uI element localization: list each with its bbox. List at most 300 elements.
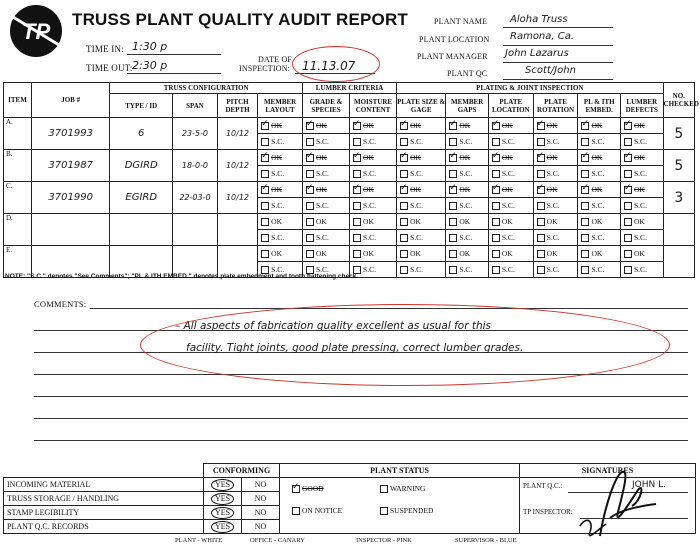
cell-member-layout-ok[interactable]	[258, 182, 303, 198]
lumber-defects-sc-label: S.C.	[634, 168, 647, 178]
grade-ok-label: OK	[316, 120, 327, 130]
plate-size-sc-label: S.C.	[410, 168, 424, 178]
pl-ith-sc-checkbox[interactable]	[581, 266, 589, 274]
status-good-checkbox[interactable]: ✓	[292, 481, 300, 492]
plant-name-value[interactable]: Aloha Truss	[510, 14, 568, 25]
plate-location-sc-checkbox[interactable]	[492, 234, 500, 242]
note-text: NOTE: "S.C." denotes "See Comments"; "PL & ITH EMBED." denotes plate embedment and tooth flattening check.	[5, 273, 359, 280]
member-layout-sc-checkbox[interactable]	[261, 202, 269, 210]
tp-logo-icon	[5, 3, 67, 59]
cell-lumber-defects-sc[interactable]	[621, 134, 664, 150]
conform-no-4[interactable]: NO	[254, 522, 267, 531]
copy-inspector: INSPECTOR - PINK	[356, 537, 412, 544]
plate-rotation-sc-checkbox[interactable]	[537, 138, 545, 146]
conform-item-1: INCOMING MATERIAL	[4, 478, 204, 492]
cell-member-layout-sc[interactable]	[258, 230, 303, 246]
cell-member-layout-ok[interactable]	[258, 150, 303, 166]
cell-plate-rotation-sc[interactable]	[533, 166, 578, 182]
member-gaps-sc-checkbox[interactable]	[449, 234, 457, 242]
status-suspended-checkbox[interactable]	[380, 507, 388, 515]
cell-lumber-defects-ok[interactable]	[621, 214, 664, 230]
signature-scribble-icon	[560, 466, 660, 544]
member-gaps-ok-checkbox[interactable]	[449, 250, 457, 258]
cell-moisture-sc[interactable]	[350, 134, 397, 150]
cell-plate-location-sc[interactable]	[488, 262, 533, 278]
member-gaps-sc-checkbox[interactable]	[449, 202, 457, 210]
row-pitch[interactable]: 10/12	[217, 182, 257, 214]
cell-plate-location-sc[interactable]	[488, 230, 533, 246]
plate-location-sc-checkbox[interactable]	[492, 202, 500, 210]
cell-plate-rotation-sc[interactable]	[533, 230, 578, 246]
moisture-ok-label: OK	[363, 152, 374, 162]
plate-rotation-sc-checkbox[interactable]	[537, 266, 545, 274]
moisture-sc-label: S.C.	[363, 136, 376, 146]
plate-location-ok-checkbox[interactable]	[492, 250, 500, 258]
lumber-defects-ok-checkbox[interactable]	[624, 250, 632, 258]
plant-location-label: PLANT LOCATION	[419, 35, 490, 44]
lumber-defects-sc-checkbox[interactable]	[624, 170, 632, 178]
plate-location-sc-label: S.C.	[501, 168, 515, 178]
cell-lumber-defects-sc[interactable]	[621, 198, 664, 214]
cell-member-layout-sc[interactable]	[258, 198, 303, 214]
cell-moisture-sc[interactable]	[350, 198, 397, 214]
plate-size-ok-checkbox[interactable]	[400, 218, 408, 226]
cell-moisture-sc[interactable]	[350, 230, 397, 246]
pl-ith-ok-checkbox[interactable]: ✓	[581, 118, 589, 129]
plate-rotation-sc-checkbox[interactable]	[537, 234, 545, 242]
lumber-defects-ok-checkbox[interactable]	[624, 218, 632, 226]
lumber-defects-ok-checkbox[interactable]: ✓	[624, 182, 632, 193]
plate-location-ok-checkbox[interactable]: ✓	[491, 150, 500, 161]
cell-plate-location-ok[interactable]	[488, 182, 533, 198]
time-out-value[interactable]: 2:30 p	[132, 59, 168, 72]
plate-size-ok-label: OK	[410, 120, 421, 130]
moisture-ok-label: OK	[363, 184, 374, 194]
member-gaps-ok-checkbox[interactable]: ✓	[449, 150, 457, 161]
cell-grade-ok[interactable]	[303, 214, 350, 230]
cell-pl-ith-sc[interactable]	[578, 262, 621, 278]
row-item: C.	[4, 182, 32, 214]
cell-plate-location-sc[interactable]	[488, 134, 533, 150]
plate-size-sc-checkbox[interactable]	[400, 170, 408, 178]
conforming-header: CONFORMING	[204, 464, 280, 478]
col-plate-size: PLATE SIZE & GAGE	[397, 94, 446, 118]
plate-size-sc-checkbox[interactable]	[400, 202, 408, 210]
cell-plate-size-ok[interactable]	[397, 214, 446, 230]
plate-size-sc-label: S.C.	[410, 136, 424, 146]
cell-plate-size-sc[interactable]	[397, 262, 446, 278]
plate-location-ok-label: OK	[501, 152, 513, 162]
cell-grade-sc[interactable]	[303, 134, 350, 150]
cell-plate-size-sc[interactable]	[397, 134, 446, 150]
member-gaps-ok-checkbox[interactable]: ✓	[449, 182, 457, 193]
plate-rotation-ok-label: OK	[546, 184, 558, 194]
cell-plate-rotation-sc[interactable]	[533, 134, 578, 150]
member-layout-sc-label: S.C.	[271, 136, 285, 146]
moisture-ok-checkbox[interactable]: ✓	[353, 150, 361, 161]
plant-status-cell	[280, 478, 520, 534]
member-layout-ok-checkbox[interactable]: ✓	[261, 182, 269, 193]
member-layout-ok-label: OK	[271, 152, 282, 162]
cell-plate-location-ok[interactable]	[488, 246, 533, 262]
table-row	[4, 118, 695, 134]
conform-no-3[interactable]: NO	[254, 508, 267, 517]
member-layout-ok-label: OK	[271, 216, 282, 226]
col-plate-rotation: PLATE ROTATION	[533, 94, 578, 118]
cell-lumber-defects-ok[interactable]	[621, 150, 664, 166]
plate-rotation-sc-label: S.C.	[546, 232, 560, 242]
grade-ok-checkbox[interactable]	[306, 250, 314, 258]
plate-size-ok-checkbox[interactable]: ✓	[400, 118, 408, 129]
grade-sc-checkbox[interactable]	[306, 202, 314, 210]
status-notice-label: ON NOTICE	[302, 506, 343, 515]
lumber-defects-ok-label: OK	[634, 216, 645, 226]
cell-grade-ok[interactable]	[303, 118, 350, 134]
cell-plate-size-sc[interactable]	[397, 166, 446, 182]
cell-plate-location-ok[interactable]	[488, 214, 533, 230]
conform-no-2[interactable]: NO	[254, 494, 267, 503]
tp-logo	[5, 3, 67, 59]
conform-item-3: STAMP LEGIBILITY	[4, 506, 204, 520]
cell-pl-ith-sc[interactable]	[578, 166, 621, 182]
row-checked[interactable]	[663, 246, 694, 278]
pl-ith-ok-label: OK	[591, 248, 603, 258]
conform-yes-4[interactable]: YES	[211, 521, 234, 533]
plate-size-sc-label: S.C.	[410, 232, 424, 242]
group-plating: PLATING & JOINT INSPECTION	[397, 83, 663, 94]
plate-size-sc-label: S.C.	[410, 264, 424, 274]
member-layout-sc-label: S.C.	[271, 200, 285, 210]
cell-plate-size-sc[interactable]	[397, 198, 446, 214]
cell-member-layout-ok[interactable]	[258, 118, 303, 134]
plate-location-sc-checkbox[interactable]	[492, 138, 500, 146]
cell-pl-ith-sc[interactable]	[578, 134, 621, 150]
moisture-sc-checkbox[interactable]	[353, 138, 361, 146]
plate-size-ok-checkbox[interactable]: ✓	[400, 182, 408, 193]
row-job[interactable]: 3701987	[31, 150, 109, 182]
cell-grade-ok[interactable]	[303, 246, 350, 262]
plate-rotation-sc-checkbox[interactable]	[537, 170, 545, 178]
cell-pl-ith-sc[interactable]	[578, 198, 621, 214]
plate-rotation-ok-checkbox[interactable]: ✓	[536, 182, 545, 193]
cell-grade-ok[interactable]	[303, 150, 350, 166]
plate-rotation-sc-label: S.C.	[546, 264, 560, 274]
member-layout-ok-label: OK	[271, 120, 282, 130]
lumber-defects-sc-checkbox[interactable]	[624, 138, 632, 146]
grade-ok-checkbox[interactable]: ✓	[306, 150, 314, 161]
plate-size-sc-label: S.C.	[410, 200, 424, 210]
row-pitch[interactable]: 10/12	[217, 118, 257, 150]
plate-size-sc-checkbox[interactable]	[400, 266, 408, 274]
row-checked[interactable]: 3	[663, 182, 694, 214]
member-gaps-ok-label: OK	[459, 184, 471, 194]
pl-ith-sc-checkbox[interactable]	[581, 234, 589, 242]
cell-plate-rotation-ok[interactable]	[533, 182, 578, 198]
cell-member-layout-sc[interactable]	[258, 166, 303, 182]
moisture-ok-checkbox[interactable]	[353, 250, 361, 258]
grade-ok-checkbox[interactable]	[306, 218, 314, 226]
cell-plate-size-ok[interactable]	[397, 150, 446, 166]
row-type[interactable]	[110, 214, 173, 246]
cell-lumber-defects-sc[interactable]	[621, 166, 664, 182]
row-type[interactable]: DGIRD	[110, 150, 173, 182]
pl-ith-sc-checkbox[interactable]	[581, 202, 589, 210]
comment-line-2[interactable]: facility. Tight joints, good plate pressing, correct lumber grades.	[186, 342, 524, 354]
col-span: SPAN	[173, 94, 218, 118]
moisture-sc-label: S.C.	[363, 200, 376, 210]
col-member-layout: MEMBER LAYOUT	[258, 94, 303, 118]
member-layout-sc-checkbox[interactable]	[261, 170, 269, 178]
cell-pl-ith-ok[interactable]	[578, 214, 621, 230]
comment-line-1[interactable]: – All aspects of fabrication quality excellent as usual for this	[175, 320, 492, 332]
plant-qc-value[interactable]: Scott/John	[525, 65, 576, 76]
pl-ith-ok-label: OK	[591, 216, 603, 226]
plate-rotation-ok-checkbox[interactable]	[537, 218, 545, 226]
plate-location-ok-checkbox[interactable]: ✓	[491, 182, 500, 193]
plate-location-ok-checkbox[interactable]	[492, 218, 500, 226]
status-warning-checkbox[interactable]	[380, 485, 388, 493]
member-gaps-sc-checkbox[interactable]	[449, 266, 457, 274]
grade-sc-label: S.C.	[316, 168, 329, 178]
cell-plate-rotation-sc[interactable]	[533, 262, 578, 278]
status-notice-checkbox[interactable]	[292, 507, 300, 515]
col-item: ITEM	[4, 83, 32, 118]
cell-moisture-sc[interactable]	[350, 166, 397, 182]
col-checked: NO. CHECKED	[663, 83, 694, 118]
cell-grade-sc[interactable]	[303, 230, 350, 246]
pl-ith-sc-label: S.C.	[591, 168, 605, 178]
row-type[interactable]: EGIRD	[110, 182, 173, 214]
cell-member-gaps-sc[interactable]	[446, 262, 489, 278]
status-good-label: GOOD	[302, 484, 324, 493]
pl-ith-sc-checkbox[interactable]	[581, 170, 589, 178]
time-in-value[interactable]: 1:30 p	[132, 40, 168, 53]
member-gaps-sc-label: S.C.	[459, 232, 473, 242]
member-gaps-ok-checkbox[interactable]	[449, 218, 457, 226]
lumber-defects-sc-checkbox[interactable]	[624, 266, 632, 274]
plant-qc-label: PLANT QC	[447, 69, 488, 78]
plate-location-ok-label: OK	[501, 216, 513, 226]
col-grade: GRADE & SPECIES	[303, 94, 350, 118]
plate-size-sc-checkbox[interactable]	[400, 138, 408, 146]
cell-plate-size-sc[interactable]	[397, 230, 446, 246]
plate-rotation-ok-checkbox[interactable]	[537, 250, 545, 258]
cell-plate-rotation-ok[interactable]	[533, 214, 578, 230]
conform-yes-1[interactable]: YES	[211, 479, 234, 491]
member-layout-ok-checkbox[interactable]	[261, 250, 269, 258]
row-checked[interactable]	[663, 214, 694, 246]
cell-member-layout-ok[interactable]	[258, 214, 303, 230]
plate-location-sc-checkbox[interactable]	[492, 170, 500, 178]
plate-location-sc-checkbox[interactable]	[492, 266, 500, 274]
plate-location-ok-checkbox[interactable]: ✓	[491, 118, 500, 129]
cell-member-gaps-ok[interactable]	[446, 214, 489, 230]
member-layout-ok-checkbox[interactable]	[261, 218, 269, 226]
conform-item-2: TRUSS STORAGE / HANDLING	[4, 492, 204, 506]
cell-plate-location-sc[interactable]	[488, 166, 533, 182]
row-span[interactable]	[173, 214, 218, 246]
cell-pl-ith-ok[interactable]	[578, 150, 621, 166]
cell-plate-size-ok[interactable]	[397, 118, 446, 134]
member-layout-sc-checkbox[interactable]	[261, 234, 269, 242]
cell-member-gaps-ok[interactable]	[446, 118, 489, 134]
plant-manager-value[interactable]: John Lazarus	[505, 48, 569, 59]
cell-lumber-defects-ok[interactable]	[621, 118, 664, 134]
lumber-defects-sc-checkbox[interactable]	[624, 234, 632, 242]
cell-plate-rotation-ok[interactable]	[533, 118, 578, 134]
date-value[interactable]: 11.13.07	[302, 59, 356, 73]
cell-grade-ok[interactable]	[303, 182, 350, 198]
grade-sc-checkbox[interactable]	[306, 138, 314, 146]
member-layout-ok-checkbox[interactable]: ✓	[261, 118, 269, 129]
cell-pl-ith-ok[interactable]	[578, 118, 621, 134]
plate-rotation-sc-label: S.C.	[546, 136, 560, 146]
lumber-defects-ok-label: OK	[634, 248, 645, 258]
cell-moisture-ok[interactable]	[350, 150, 397, 166]
plate-size-ok-label: OK	[410, 152, 421, 162]
pl-ith-sc-checkbox[interactable]	[581, 138, 589, 146]
group-truss-config: TRUSS CONFIGURATION	[110, 83, 303, 94]
plate-rotation-ok-checkbox[interactable]: ✓	[536, 150, 545, 161]
grade-ok-checkbox[interactable]: ✓	[306, 182, 314, 193]
row-pitch[interactable]: 10/12	[217, 150, 257, 182]
member-gaps-sc-label: S.C.	[459, 200, 473, 210]
cell-moisture-ok[interactable]	[350, 246, 397, 262]
cell-member-layout-sc[interactable]	[258, 134, 303, 150]
grade-sc-checkbox[interactable]	[306, 170, 314, 178]
member-gaps-sc-checkbox[interactable]	[449, 170, 457, 178]
pl-ith-ok-checkbox[interactable]	[581, 218, 589, 226]
pl-ith-ok-checkbox[interactable]: ✓	[581, 182, 589, 193]
row-pitch[interactable]	[217, 214, 257, 246]
cell-plate-location-sc[interactable]	[488, 198, 533, 214]
conform-yes-2[interactable]: YES	[211, 493, 234, 505]
cell-member-gaps-sc[interactable]	[446, 230, 489, 246]
grade-ok-label: OK	[316, 184, 327, 194]
cell-plate-location-ok[interactable]	[488, 150, 533, 166]
row-job[interactable]: 3701993	[31, 118, 109, 150]
row-span[interactable]: 23-5-0	[173, 118, 218, 150]
row-checked[interactable]: 5	[663, 150, 694, 182]
cell-member-gaps-ok[interactable]	[446, 182, 489, 198]
plate-rotation-sc-label: S.C.	[546, 200, 560, 210]
grade-ok-checkbox[interactable]: ✓	[306, 118, 314, 129]
cell-plate-rotation-ok[interactable]	[533, 246, 578, 262]
row-item: D.	[4, 214, 32, 246]
cell-lumber-defects-sc[interactable]	[621, 262, 664, 278]
row-job[interactable]	[31, 214, 109, 246]
member-gaps-ok-checkbox[interactable]: ✓	[449, 118, 457, 129]
cell-pl-ith-sc[interactable]	[578, 230, 621, 246]
row-checked[interactable]: 5	[663, 118, 694, 150]
col-lumber-defects: LUMBER DEFECTS	[621, 94, 664, 118]
plate-size-ok-checkbox[interactable]	[400, 250, 408, 258]
grade-sc-checkbox[interactable]	[306, 234, 314, 242]
moisture-sc-checkbox[interactable]	[353, 170, 361, 178]
plate-location-sc-label: S.C.	[501, 136, 515, 146]
sig-qc-name[interactable]: JOHN L.	[632, 480, 666, 490]
cell-member-gaps-ok[interactable]	[446, 150, 489, 166]
cell-moisture-ok[interactable]	[350, 182, 397, 198]
plant-location-value[interactable]: Ramona, Ca.	[510, 31, 575, 42]
cell-grade-sc[interactable]	[303, 198, 350, 214]
cell-plate-size-ok[interactable]	[397, 246, 446, 262]
row-span[interactable]: 18-0-0	[173, 150, 218, 182]
moisture-sc-checkbox[interactable]	[353, 234, 361, 242]
moisture-sc-checkbox[interactable]	[353, 202, 361, 210]
lumber-defects-sc-label: S.C.	[634, 200, 647, 210]
cell-member-gaps-ok[interactable]	[446, 246, 489, 262]
plant-manager-label: PLANT MANAGER	[417, 52, 488, 61]
moisture-ok-checkbox[interactable]: ✓	[353, 118, 361, 129]
cell-member-gaps-sc[interactable]	[446, 166, 489, 182]
lumber-defects-ok-checkbox[interactable]: ✓	[624, 118, 632, 129]
plate-rotation-sc-checkbox[interactable]	[537, 202, 545, 210]
conform-no-1[interactable]: NO	[254, 480, 267, 489]
cell-pl-ith-ok[interactable]	[578, 182, 621, 198]
cell-plate-size-ok[interactable]	[397, 182, 446, 198]
pl-ith-ok-checkbox[interactable]: ✓	[581, 150, 589, 161]
row-type[interactable]: 6	[110, 118, 173, 150]
lumber-defects-sc-label: S.C.	[634, 264, 647, 274]
date-label-1: DATE OF	[258, 55, 293, 64]
lumber-defects-ok-checkbox[interactable]: ✓	[624, 150, 632, 161]
moisture-ok-checkbox[interactable]	[353, 218, 361, 226]
lumber-defects-sc-checkbox[interactable]	[624, 202, 632, 210]
member-layout-sc-checkbox[interactable]	[261, 138, 269, 146]
conform-yes-3[interactable]: YES	[211, 507, 234, 519]
cell-lumber-defects-sc[interactable]	[621, 230, 664, 246]
plate-size-ok-checkbox[interactable]: ✓	[400, 150, 408, 161]
member-gaps-sc-label: S.C.	[459, 264, 473, 274]
cell-pl-ith-ok[interactable]	[578, 246, 621, 262]
cell-lumber-defects-ok[interactable]	[621, 246, 664, 262]
pl-ith-ok-checkbox[interactable]	[581, 250, 589, 258]
cell-member-gaps-sc[interactable]	[446, 198, 489, 214]
cell-member-gaps-sc[interactable]	[446, 134, 489, 150]
plate-location-sc-label: S.C.	[501, 232, 515, 242]
lumber-defects-ok-label: OK	[634, 184, 645, 194]
cell-lumber-defects-ok[interactable]	[621, 182, 664, 198]
plate-size-sc-checkbox[interactable]	[400, 234, 408, 242]
member-layout-ok-checkbox[interactable]: ✓	[261, 150, 269, 161]
row-item: A.	[4, 118, 32, 150]
date-highlight-circle	[292, 46, 380, 82]
moisture-ok-checkbox[interactable]: ✓	[353, 182, 361, 193]
pl-ith-sc-label: S.C.	[591, 232, 605, 242]
plate-location-sc-label: S.C.	[501, 264, 515, 274]
cell-moisture-ok[interactable]	[350, 214, 397, 230]
member-gaps-sc-checkbox[interactable]	[449, 138, 457, 146]
row-span[interactable]: 22-03-0	[173, 182, 218, 214]
moisture-ok-label: OK	[363, 216, 374, 226]
inspection-table	[3, 82, 699, 278]
cell-moisture-ok[interactable]	[350, 118, 397, 134]
pl-ith-ok-label: OK	[591, 120, 603, 130]
comments-label: COMMENTS:	[34, 299, 87, 309]
member-layout-ok-label: OK	[271, 248, 282, 258]
plate-rotation-ok-checkbox[interactable]: ✓	[536, 118, 545, 129]
time-out-label: TIME OUT:	[86, 63, 133, 73]
cell-plate-rotation-sc[interactable]	[533, 198, 578, 214]
cell-plate-rotation-ok[interactable]	[533, 150, 578, 166]
cell-member-layout-ok[interactable]	[258, 246, 303, 262]
row-job[interactable]: 3701990	[31, 182, 109, 214]
grade-ok-label: OK	[316, 216, 327, 226]
cell-grade-sc[interactable]	[303, 166, 350, 182]
member-gaps-sc-label: S.C.	[459, 168, 473, 178]
cell-plate-location-ok[interactable]	[488, 118, 533, 134]
